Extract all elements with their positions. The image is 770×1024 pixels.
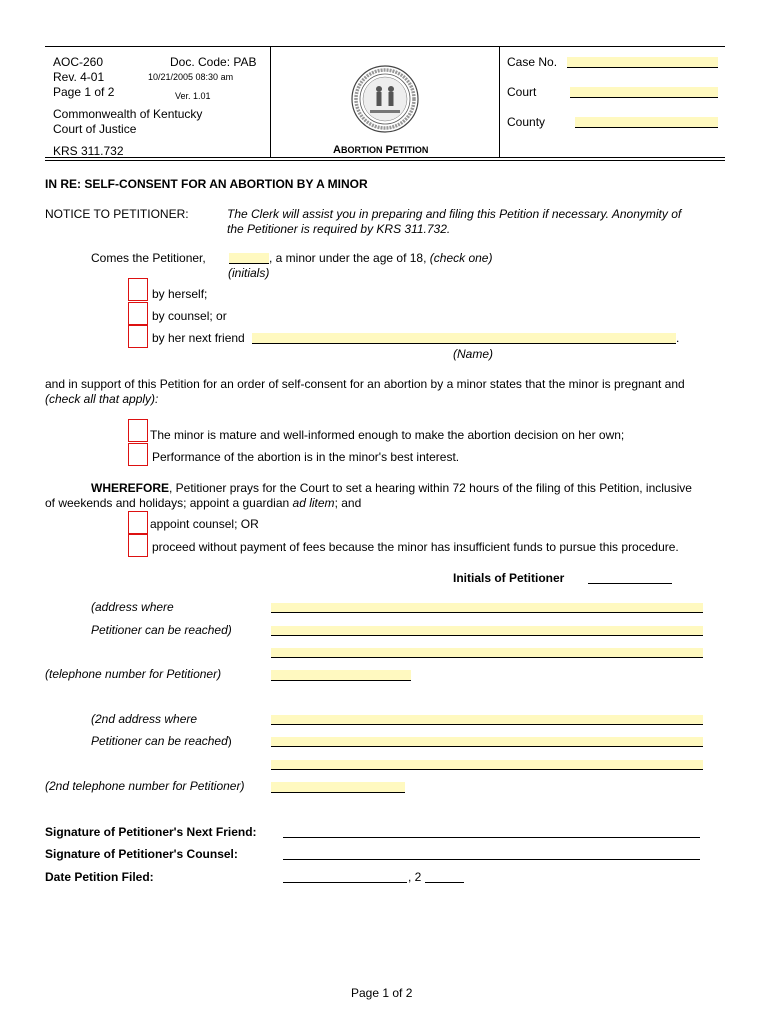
wherefore-line-1: WHEREFORE, Petitioner prays for the Court to set a hearing within 72 hours of the filing of this Petition, inclusive [91, 481, 692, 495]
address1-field-3[interactable] [271, 648, 703, 658]
address2-label-a: (2nd address where [91, 712, 198, 726]
page-number-header: Page 1 of 2 [53, 85, 115, 99]
name-hint: (Name) [453, 347, 494, 361]
wherefore-line-2: of weekends and holidays; appoint a guardian ad litem; and [45, 496, 362, 510]
case-no-field[interactable] [567, 57, 718, 68]
address1-field-2[interactable] [271, 626, 703, 636]
address2-field-1[interactable] [271, 715, 703, 725]
address1-label-b: Petitioner can be reached) [91, 623, 232, 637]
date-filed-line[interactable] [283, 882, 407, 883]
sig-friend-line[interactable] [283, 837, 700, 838]
mature-checkbox[interactable] [128, 419, 148, 442]
appoint-counsel-checkbox[interactable] [128, 511, 148, 534]
herself-checkbox[interactable] [128, 278, 148, 301]
county-field[interactable] [575, 117, 718, 128]
case-no-label: Case No. [507, 55, 558, 69]
notice-text-2: the Petitioner is required by KRS 311.732. [227, 222, 451, 236]
phone2-label: (2nd telephone number for Petitioner) [45, 779, 245, 793]
petitioner-initials-field[interactable] [229, 253, 269, 264]
support-line-1: and in support of this Petition for an order of self-consent for an abortion by a minor states that the minor is pregnant and [45, 377, 685, 391]
court-line-1: Commonwealth of Kentucky [53, 107, 203, 121]
no-fees-label: proceed without payment of fees because the minor has insufficient funds to pursue this procedure. [152, 540, 679, 554]
initials-hint: (initials) [228, 266, 270, 280]
revision: Rev. 4-01 [53, 70, 105, 84]
comes-prefix: Comes the Petitioner, [91, 251, 206, 265]
address2-label-b: Petitioner can be reached) [91, 734, 232, 748]
county-label: County [507, 115, 546, 129]
date-filed-label: Date Petition Filed: [45, 870, 154, 884]
best-interest-checkbox[interactable] [128, 443, 148, 466]
version: Ver. 1.01 [175, 91, 211, 101]
date-stamp: 10/21/2005 08:30 am [148, 72, 234, 82]
court-line-2: Court of Justice [53, 122, 137, 136]
in-re-heading: IN RE: SELF-CONSENT FOR AN ABORTION BY A MINOR [45, 177, 368, 191]
notice-label: NOTICE TO PETITIONER: [45, 207, 189, 221]
initials-line[interactable] [588, 583, 672, 584]
sig-friend-label: Signature of Petitioner's Next Friend: [45, 825, 257, 839]
date-separator: , 2 [408, 870, 422, 884]
notice-text-1: The Clerk will assist you in preparing and filing this Petition if necessary. Anonymity of [227, 207, 682, 221]
kentucky-seal-icon [350, 64, 420, 134]
form-number: AOC-260 [53, 55, 104, 69]
next-friend-checkbox[interactable] [128, 325, 148, 348]
comes-suffix: , a minor under the age of 18, (check one) [269, 251, 493, 265]
sig-counsel-line[interactable] [283, 859, 700, 860]
address2-field-2[interactable] [271, 737, 703, 747]
address1-field-1[interactable] [271, 603, 703, 613]
appoint-counsel-label: appoint counsel; OR [150, 517, 259, 531]
phone2-field[interactable] [271, 782, 405, 793]
mature-label: The minor is mature and well-informed enough to make the abortion decision on her own; [150, 428, 625, 442]
counsel-label: by counsel; or [152, 309, 227, 323]
phone1-field[interactable] [271, 670, 411, 681]
phone1-label: (telephone number for Petitioner) [45, 667, 222, 681]
address2-field-3[interactable] [271, 760, 703, 770]
no-fees-checkbox[interactable] [128, 534, 148, 557]
address1-label-a: (address where [91, 600, 174, 614]
support-line-2: (check all that apply): [45, 392, 159, 406]
counsel-checkbox[interactable] [128, 302, 148, 325]
doc-code: Doc. Code: PAB [170, 55, 257, 69]
year-line[interactable] [425, 882, 464, 883]
sig-counsel-label: Signature of Petitioner's Counsel: [45, 847, 238, 861]
best-interest-label: Performance of the abortion is in the minor's best interest. [152, 450, 460, 464]
herself-label: by herself; [152, 287, 208, 301]
court-label: Court [507, 85, 537, 99]
form-title: ABORTION PETITION [333, 144, 429, 156]
court-field[interactable] [570, 87, 718, 98]
period: . [676, 331, 680, 345]
next-friend-name-field[interactable] [252, 333, 676, 344]
page-footer: Page 1 of 2 [351, 986, 413, 1000]
next-friend-label: by her next friend [152, 331, 245, 345]
initials-label: Initials of Petitioner [453, 571, 565, 585]
statute: KRS 311.732 [53, 144, 124, 158]
